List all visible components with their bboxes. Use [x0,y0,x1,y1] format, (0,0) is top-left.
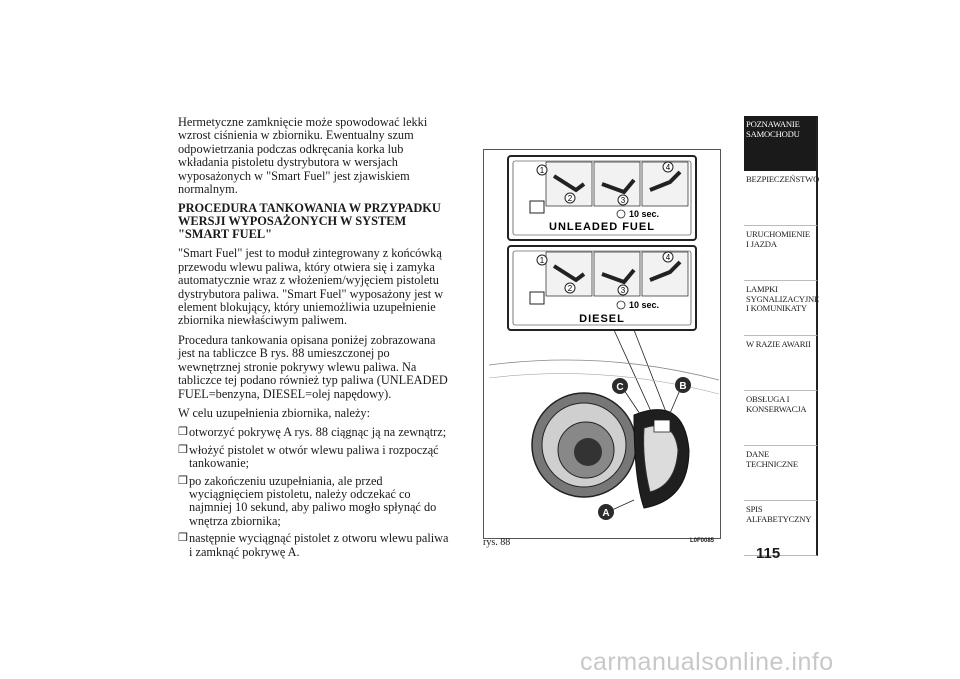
svg-text:10 sec.: 10 sec. [629,300,660,310]
callout-b [668,377,691,418]
tab-bezpieczenstwo[interactable]: BEZPIECZEŃSTWO [744,171,818,226]
fuel-flap-illustration [484,150,720,538]
unleaded-label-panel [508,156,696,240]
fuel-flap-door [634,410,689,508]
tab-uruchomienie-i-jazda[interactable]: URUCHOMIENIE I JAZDA [744,226,818,281]
figure-code: L0F0085 [690,538,715,544]
svg-text:C: C [616,382,624,393]
page-number: 115 [756,545,781,562]
svg-text:1: 1 [539,256,545,265]
smart-fuel-paragraph: "Smart Fuel" jest to moduł zintegrowany z końcówką przewodu wlewu paliwa, który otwiera się i zamyka automatycznie wraz z włożeniem/wyjęciem pistoletu dystrybutora paliwa. "Smart Fuel" wyposażony jest w element blokujący, który uniemożliwia uzupełnienie zbiornika niewłaściwym paliwem. [178,246,444,328]
checkbox-bullet-icon: ❒ [178,474,188,487]
svg-text:3: 3 [620,196,626,205]
bullet-item: ❒ włożyć pistolet w otwór wlewu paliwa i rozpocząć tankowanie; [178,442,439,471]
svg-text:3: 3 [620,286,626,295]
bullet-item: ❒ następnie wyciągnąć pistolet z otworu wlewu paliwa i zamknąć pokrywę A. [178,531,449,559]
checkbox-bullet-icon: ❒ [178,532,188,545]
tab-dane-techniczne[interactable]: DANE TECHNICZNE [744,446,818,501]
bullet-item: ❒ po zakończeniu uzupełniania, ale przed wyciągnięciem pistoletu, należy odczekać co najmniej 10 sekund, aby paliwo mogło spłynąć do wnętrza zbiornika; [178,473,437,528]
svg-text:4: 4 [665,253,671,262]
fuel-filler-opening [532,393,636,497]
svg-text:10 sec.: 10 sec. [629,209,660,219]
fuel-flap-figure [483,149,721,539]
svg-text:4: 4 [665,163,671,172]
steps-intro: W celu uzupełnienia zbiornika, należy: [178,405,371,420]
tab-poznawanie-samochodu[interactable]: POZNAWANIE SAMOCHODU [744,116,818,171]
intro-paragraph: Hermetyczne zamknięcie może spowodować lekki wzrost ciśnienia w zbiorniku. Ewentualny szum odpowietrzania podczas odkręcania korka lub wkładania pistoletu dystrybutora w wersjach wyposażonych w "Smart Fuel" jest zjawiskiem normalnym. [178,115,428,197]
procedure-paragraph: Procedura tankowania opisana poniżej zobrazowana jest na tabliczce B rys. 88 umieszczonej po wewnętrznej stronie pokrywy wlewu paliwa. Na tabliczce tej podano również typ paliwa (UNLEADED FUEL=benzyna, DIESEL=olej napędowy). [178,332,448,401]
svg-text:2: 2 [567,284,573,293]
svg-text:UNLEADED FUEL: UNLEADED FUEL [549,221,655,233]
watermark: carmanualsonline.info [580,648,834,676]
svg-text:1: 1 [539,166,545,175]
chapter-tabs [744,116,818,556]
main-text-column [178,116,452,563]
tab-obsluga-i-konserwacja[interactable]: OBSŁUGA I KONSERWACJA [744,391,818,446]
checkbox-bullet-icon: ❒ [178,443,188,456]
tab-lampki-sygnalizacyjne[interactable]: LAMPKI SYGNALIZACYJNE I KOMUNIKATY [744,281,818,336]
bullet-item: ❒ otworzyć pokrywę A rys. 88 ciągnąc ją na zewnątrz; [178,425,447,440]
checkbox-bullet-icon: ❒ [178,426,188,439]
svg-text:A: A [602,508,610,519]
section-heading: PROCEDURA TANKOWANIA W PRZYPADKU WERSJI WYPOSAŻONYCH W SYSTEM "SMART FUEL" [178,201,441,242]
svg-text:2: 2 [567,194,573,203]
tab-spis-alfabetyczny[interactable]: SPIS ALFABETYCZNY [744,501,818,556]
tab-w-razie-awarii[interactable]: W RAZIE AWARII [744,336,818,391]
svg-text:DIESEL: DIESEL [579,313,625,325]
callout-a [598,500,634,520]
figure-caption: rys. 88 [483,537,511,548]
diesel-label-panel [508,246,696,330]
svg-text:B: B [679,381,687,392]
